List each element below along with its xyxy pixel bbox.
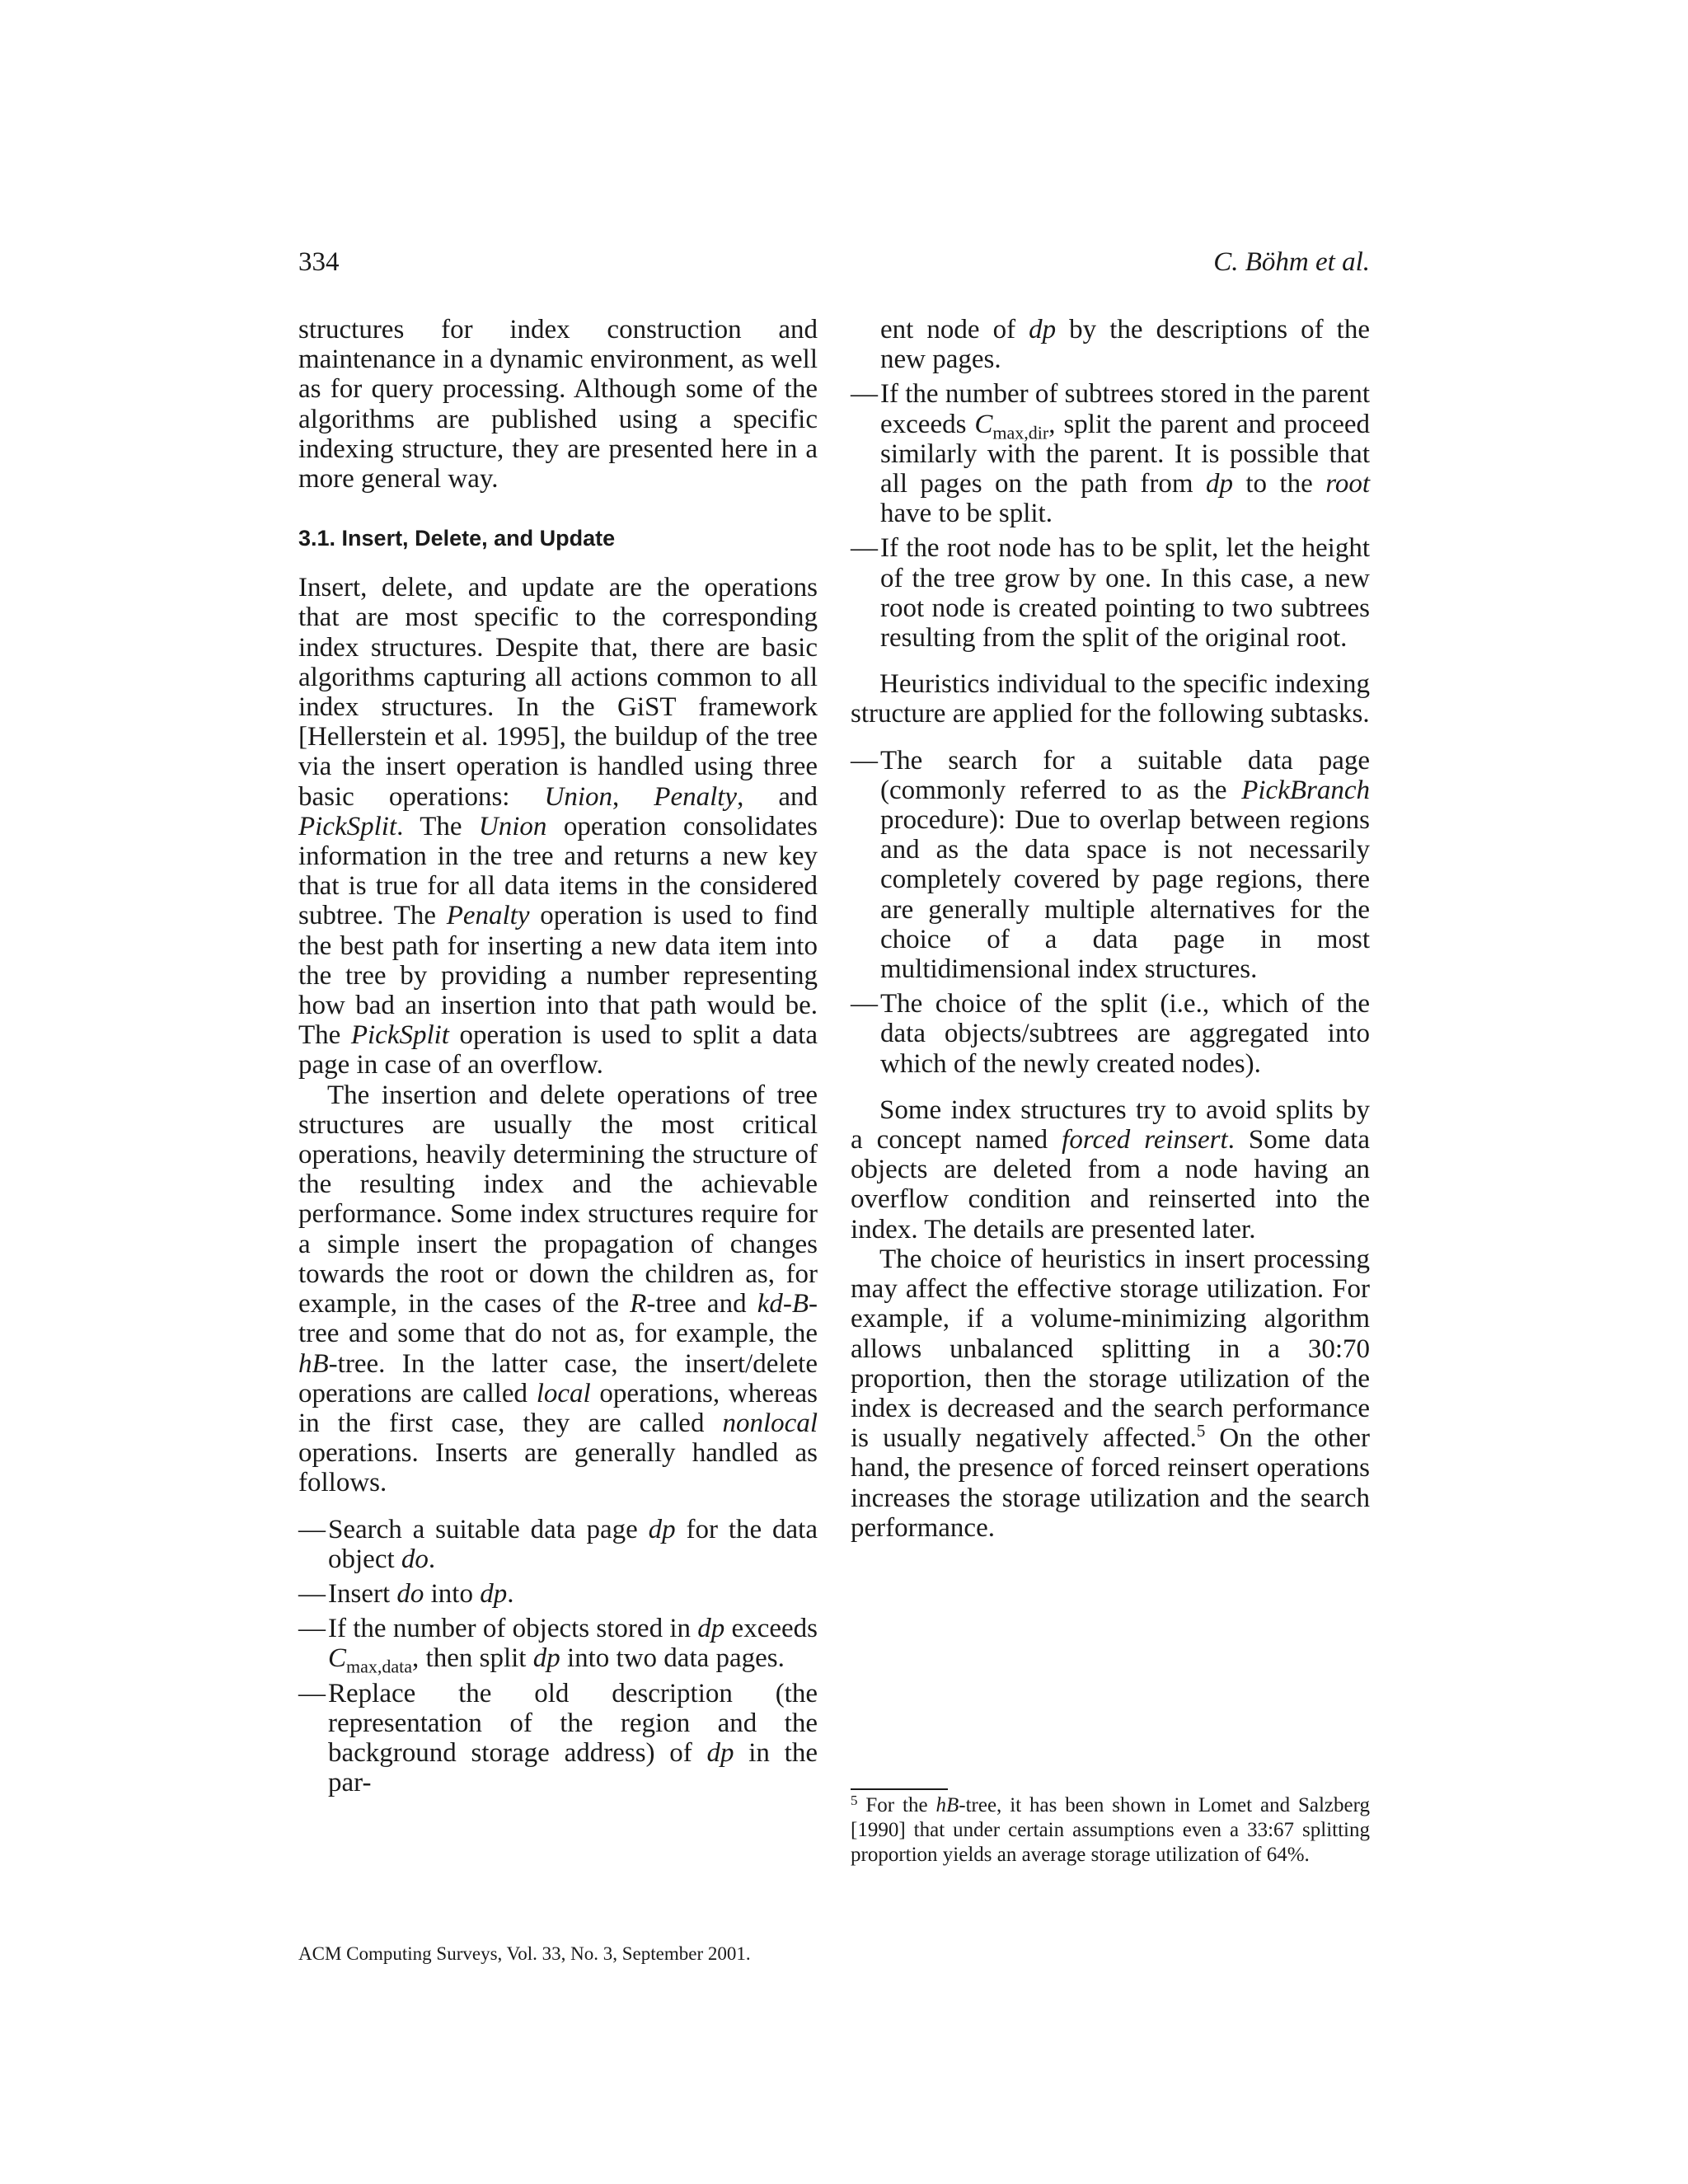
list-item: — The search for a suitable data page (commonly referred to as the PickBranch procedure): Due to overlap between regions and as the data space is not necessarily completely covered by page regions, there are generally multiple alternatives for the choice of a data page in most multidimensional index structures. <box>851 745 1370 985</box>
list-item: — If the root node has to be split, let the height of the tree grow by one. In this case, a new root node is created pointing to two subtrees resulting from the split of the original root. <box>851 533 1370 654</box>
list-item: — If the number of subtrees stored in the parent exceeds $C_{max,dir}$, split the parent and proceed similarly with the parent. It is possible that all pages on the path from dp to the root have to be split. <box>851 379 1371 529</box>
list-item: — If the number of objects stored in dp exceeds $C_{max,data}$, then split dp into two data pages. <box>298 1614 818 1677</box>
paragraph-gist: Insert, delete, and update are the operations that are most specific to the corresponding index structures. Despite that, there are basic algorithms capturing all actions common to all index structures. In the GiST framework [Hellerstein et al. 1995], the buildup of the tree via the insert operation is handled using three basic operations: Union, Penalty, and PickSplit. The Union operation consolidates information in the tree and returns a new key that is true for all data items in the considered subtree. The Penalty operation is used to find the best path for inserting a new data item into the tree by providing a number representing how bad an insertion into that path would be. The PickSplit operation is used to split a data page in case of an overflow. <box>298 573 818 1080</box>
page-header <box>298 247 1370 288</box>
list-item: ent node of dp by the descriptions of the new pages. <box>880 315 1371 375</box>
insert-steps-list <box>298 1515 818 1798</box>
paragraph-insertion: The insertion and delete operations of tree structures are usually the most critical operations, heavily determining the structure of the resulting index and the achievable performance. Some index structures require for a simple insert the propagation of changes towards the root or down the children as, for example, in the cases of the R-tree and kd-B-tree and some that do not as, for example, the hB-tree. In the latter case, the insert/delete operations are called local operations, whereas in the first case, they are called nonlocal operations. Inserts are generally handled as follows. <box>298 1080 818 1498</box>
insert-steps-list-continued <box>851 315 1370 653</box>
journal-footer: ACM Computing Surveys, Vol. 33, No. 3, September 2001. <box>298 1943 751 1964</box>
section-title: 3.1. Insert, Delete, and Update <box>298 526 616 551</box>
running-head: C. Böhm et al. <box>1213 247 1370 277</box>
paragraph-heuristics-choice: The choice of heuristics in insert processing may affect the effective storage utilization. For example, if a volume-minimizing algorithm allows unbalanced splitting in a 30:70 proportion, then the storage utilization of the index is decreased and the search performance is usually negatively affected.$^5$ On the other hand, the presence of forced reinsert operations increases the storage utilization and the search performance. <box>851 1244 1370 1543</box>
paragraph-heuristics: Heuristics individual to the specific indexing structure are applied for the following subtasks. <box>851 669 1370 729</box>
intro-paragraph: structures for index construction and maintenance in a dynamic environment, as well as for query processing. Although some of the algorithms are published using a specific indexing structure, they are presented here in a more general way. <box>298 315 818 494</box>
subtasks-list <box>851 746 1370 1079</box>
footnote-ref: 5 <box>1196 1421 1206 1441</box>
right-column <box>851 315 1370 1543</box>
footnote: $^5$ For the hB-tree, it has been shown in Lomet and Salzberg [1990] that under certain assumptions even a 33:67 splitting proportion yields an average storage utilization of 64%. <box>851 1793 1370 1866</box>
paragraph-forced-reinsert: Some index structures try to avoid splits by a concept named forced reinsert. Some data objects are deleted from a node having an overflow condition and reinserted into the index. The details are presented later. <box>851 1094 1370 1244</box>
list-item: — The choice of the split (i.e., which of the data objects/subtrees are aggregated into which of the newly created nodes). <box>851 989 1370 1079</box>
left-column <box>298 315 818 1814</box>
list-item: — Search a suitable data page dp for the data object do. <box>298 1514 818 1574</box>
list-item: — Insert do into dp. <box>298 1578 514 1609</box>
footnote-divider <box>851 1788 948 1790</box>
page-number: 334 <box>298 247 340 277</box>
list-item: — Replace the old description (the representation of the region and the background storage address) of dp in the par- <box>298 1678 818 1798</box>
